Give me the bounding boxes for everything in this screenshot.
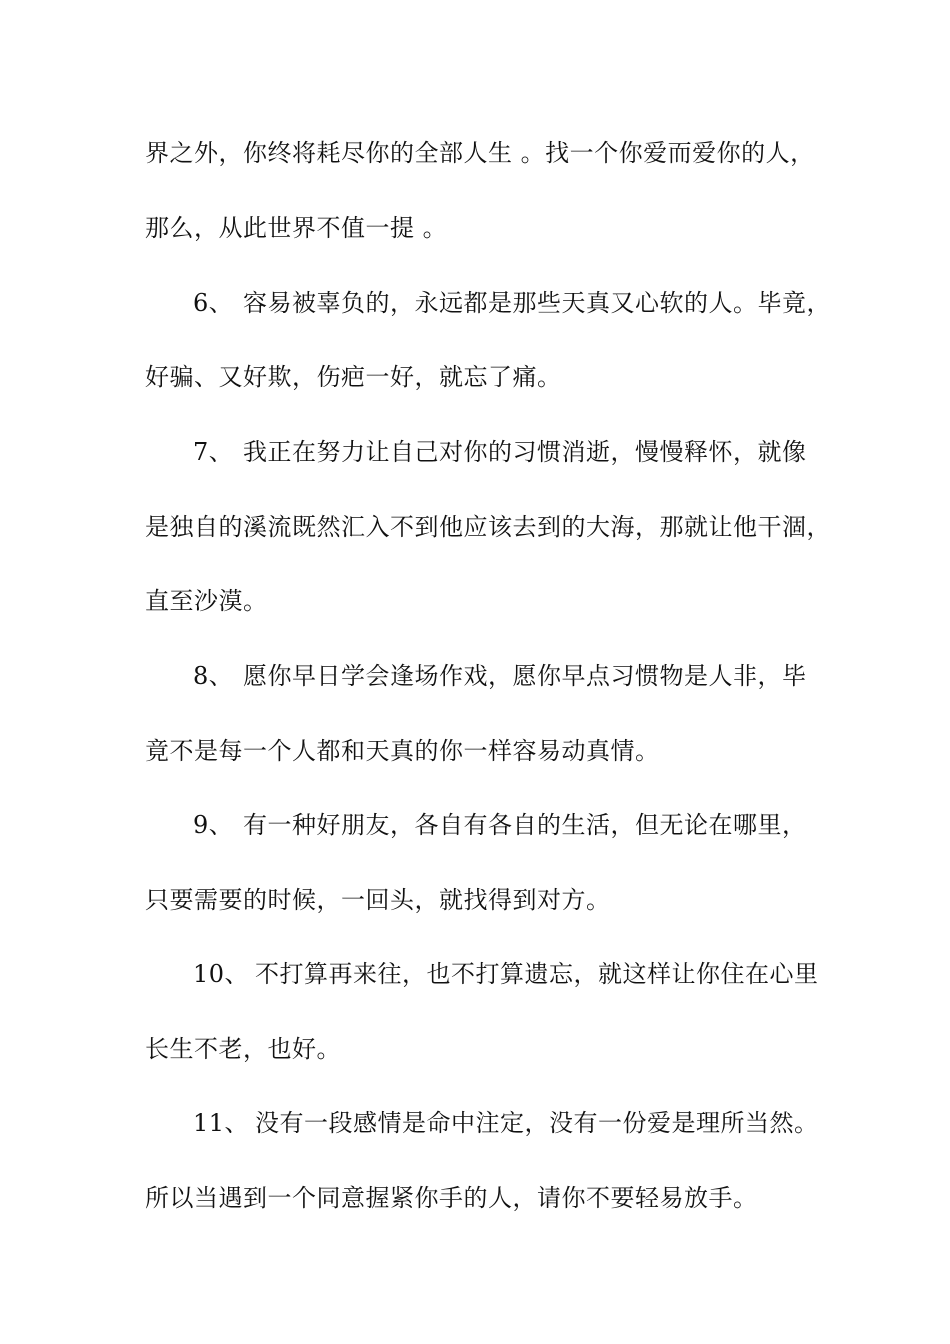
item-number: 8、 [193, 662, 234, 690]
list-item-11-line-1: 11、 没有一段感情是命中注定，没有一份爱是理所当然。 [193, 1103, 883, 1143]
text-line: 是独自的溪流既然汇入不到他应该去到的大海，那就让他干涸， [145, 513, 831, 541]
item-number: 7、 [193, 438, 234, 466]
item-number: 9、 [193, 811, 234, 839]
item-number: 10、 [193, 960, 250, 988]
list-item-10-line-1: 10、 不打算再来往，也不打算遗忘，就这样让你住在心里 [193, 954, 883, 994]
text-line: 好骗、又好欺，伤疤一好，就忘了痛。 [145, 363, 562, 391]
item-number: 6、 [193, 289, 234, 317]
text-line: 竟不是每一个人都和天真的你一样容易动真情。 [145, 737, 660, 765]
item-number: 11、 [193, 1109, 250, 1137]
text-line: 界之外，你终将耗尽你的全部人生 。找一个你爱而爱你的人， [145, 139, 815, 167]
text-line: 那么，从此世界不值一提 。 [145, 214, 448, 242]
list-item-7-line-1: 7、 我正在努力让自己对你的习惯消逝，慢慢释怀，就像 [193, 432, 883, 472]
list-item-9-line-1: 9、 有一种好朋友，各自有各自的生活，但无论在哪里， [193, 805, 883, 845]
text-line: 只要需要的时候，一回头，就找得到对方。 [145, 886, 611, 914]
list-item-6-line-1: 6、 容易被辜负的，永远都是那些天真又心软的人。毕竟， [193, 283, 883, 323]
text-line: 长生不老，也好。 [145, 1035, 341, 1063]
list-item-8-line-1: 8、 愿你早日学会逢场作戏，愿你早点习惯物是人非，毕 [193, 656, 883, 696]
text-line: 所以当遇到一个同意握紧你手的人，请你不要轻易放手。 [145, 1184, 758, 1212]
text-line: 直至沙漠。 [145, 587, 268, 615]
